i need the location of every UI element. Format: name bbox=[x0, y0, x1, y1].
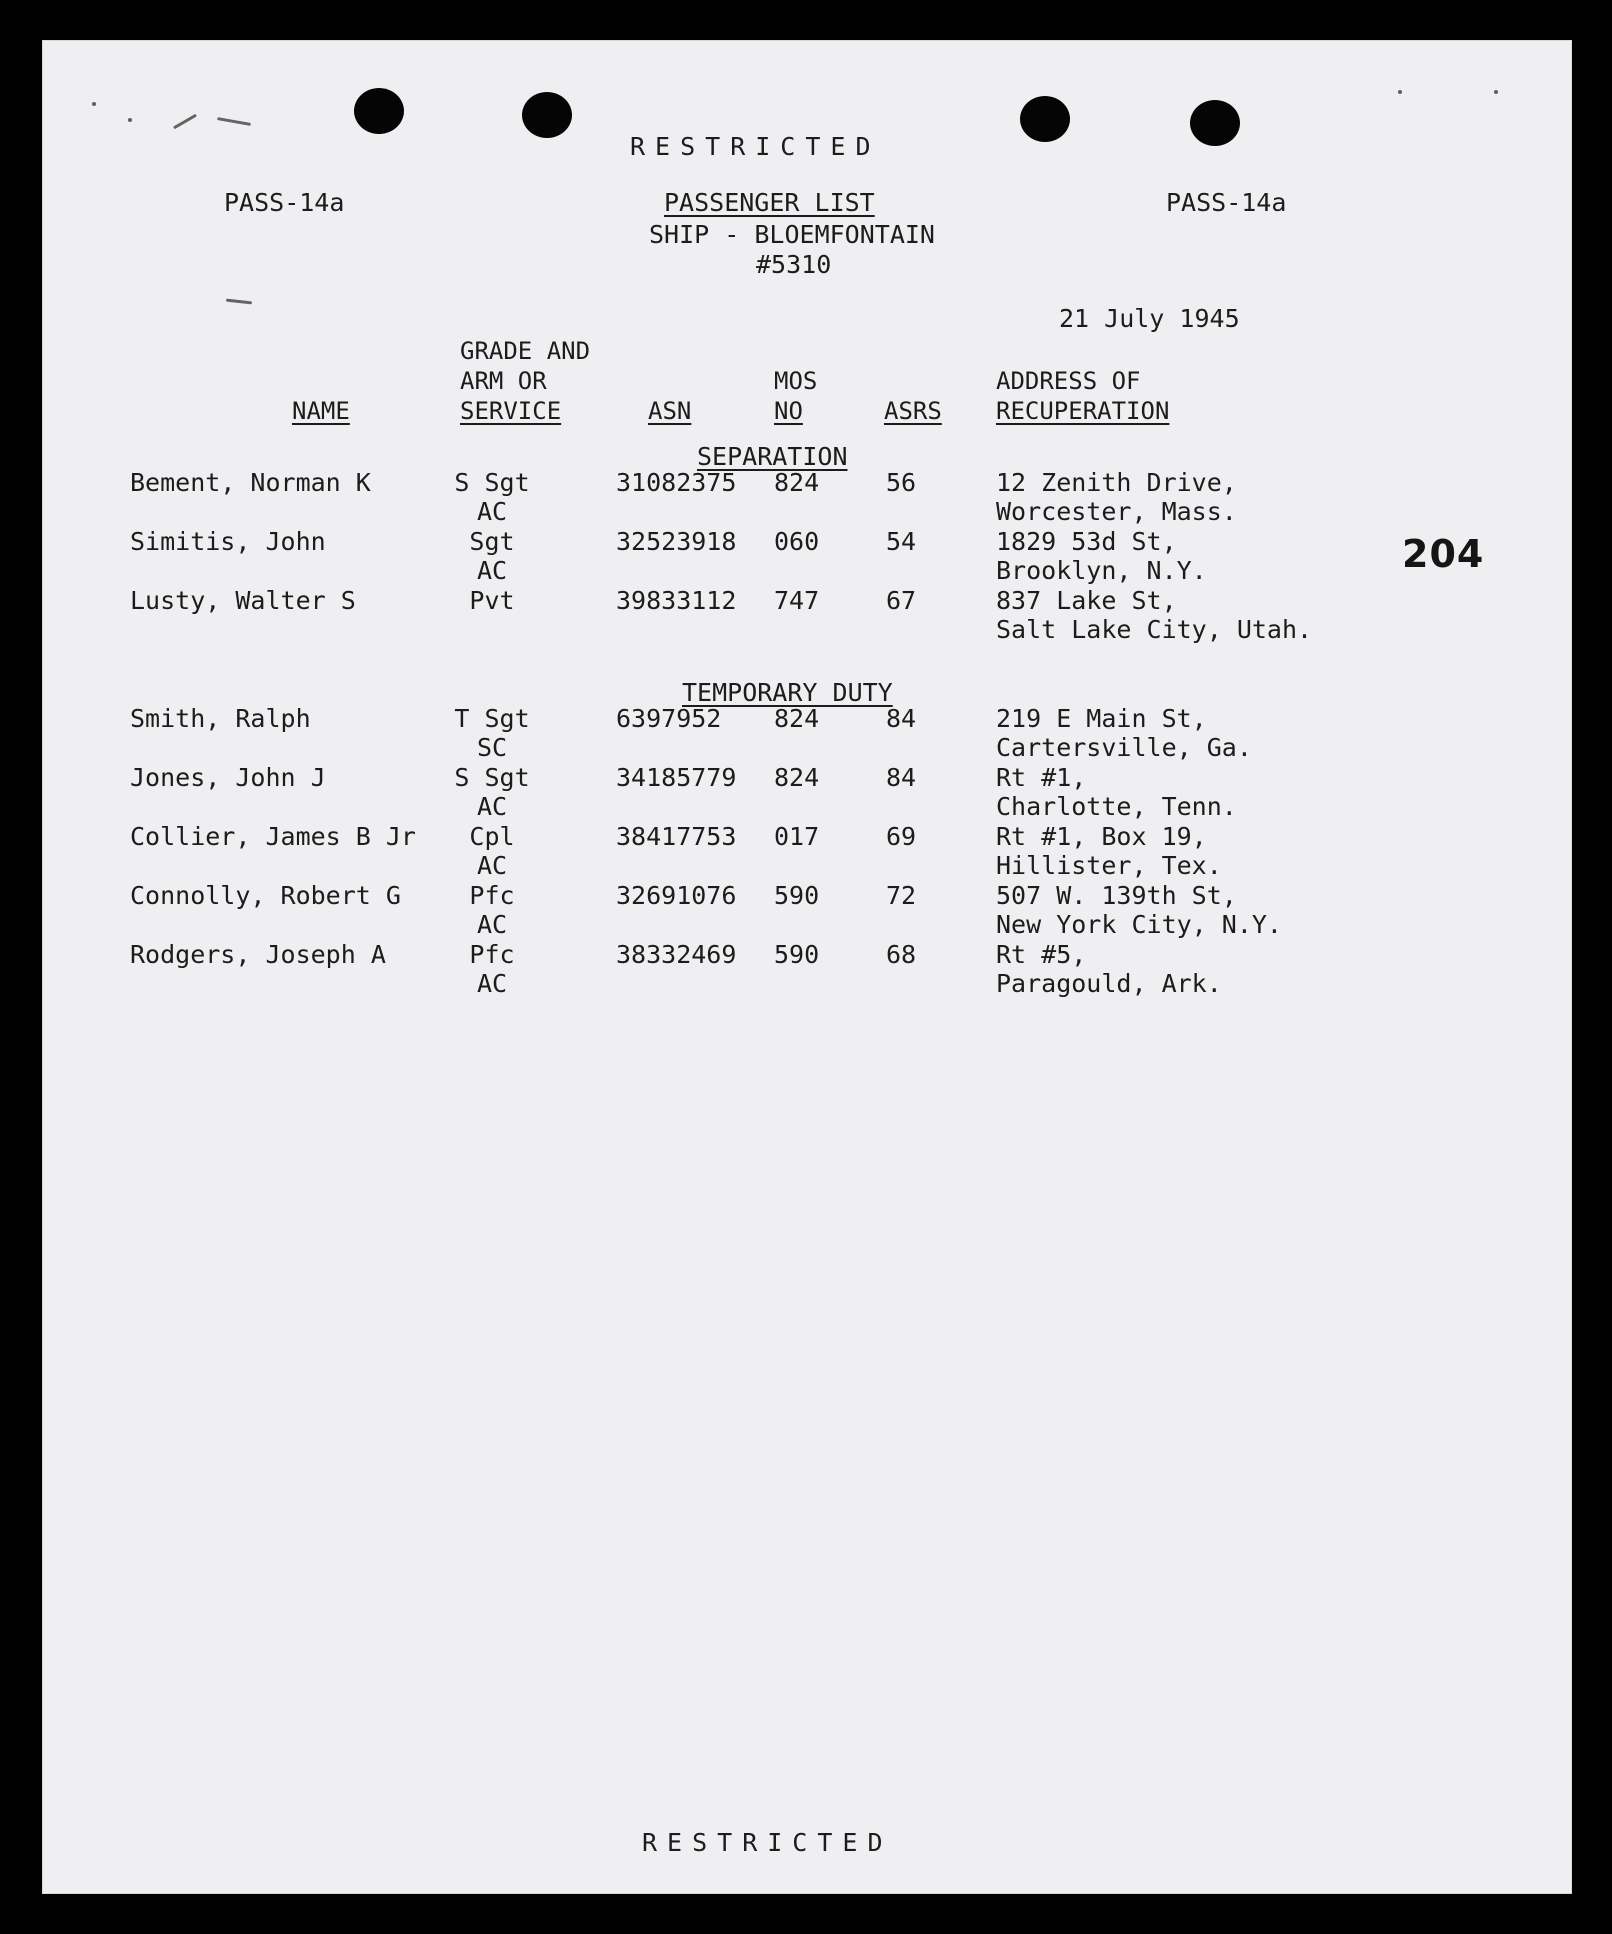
passenger-grade: S Sgt bbox=[454, 763, 530, 792]
document-date: 21 July 1945 bbox=[1059, 304, 1240, 333]
passenger-address-line2: Cartersville, Ga. bbox=[996, 733, 1252, 762]
passenger-mos: 590 bbox=[774, 881, 820, 910]
passenger-address-line2: Worcester, Mass. bbox=[996, 497, 1237, 526]
passenger-asrs: 72 bbox=[886, 881, 917, 910]
passenger-asn: 32691076 bbox=[616, 881, 737, 910]
passenger-address-line1: 837 Lake St, bbox=[996, 586, 1177, 615]
passenger-address-line1: Rt #1, Box 19, bbox=[996, 822, 1207, 851]
passenger-asn: 39833112 bbox=[616, 586, 737, 615]
stray-mark bbox=[1398, 90, 1402, 94]
passenger-asrs: 54 bbox=[886, 527, 917, 556]
passenger-mos: 747 bbox=[774, 586, 820, 615]
passenger-mos: 824 bbox=[774, 704, 820, 733]
passenger-mos: 590 bbox=[774, 940, 820, 969]
passenger-grade: Cpl bbox=[469, 822, 515, 851]
passenger-asn: 6397952 bbox=[616, 704, 722, 733]
document-title: PASSENGER LIST bbox=[664, 188, 875, 217]
page-number-stamp: 204 bbox=[1402, 532, 1485, 576]
passenger-asn: 31082375 bbox=[616, 468, 737, 497]
passenger-asrs: 67 bbox=[886, 586, 917, 615]
passenger-grade: S Sgt bbox=[454, 468, 530, 497]
passenger-arm-service: AC bbox=[476, 792, 508, 821]
passenger-asrs: 84 bbox=[886, 763, 917, 792]
column-header-address: ADDRESS OF RECUPERATION bbox=[996, 367, 1170, 425]
passenger-address-line2: Charlotte, Tenn. bbox=[996, 792, 1237, 821]
stray-mark bbox=[217, 117, 251, 126]
passenger-grade: Pfc bbox=[469, 940, 515, 969]
punch-hole bbox=[522, 92, 572, 138]
form-number-right: PASS-14a bbox=[1166, 188, 1287, 217]
passenger-mos: 824 bbox=[774, 763, 820, 792]
passenger-asn: 38332469 bbox=[616, 940, 737, 969]
column-header-asrs: ASRS bbox=[884, 397, 942, 425]
passenger-arm-service: AC bbox=[476, 497, 508, 526]
passenger-asrs: 68 bbox=[886, 940, 917, 969]
passenger-mos: 060 bbox=[774, 527, 820, 556]
passenger-address-line1: Rt #5, bbox=[996, 940, 1087, 969]
column-header-asn: ASN bbox=[648, 397, 692, 425]
passenger-name: Jones, John J bbox=[130, 763, 326, 792]
column-header-grade: GRADE AND ARM OR SERVICE bbox=[460, 337, 591, 425]
form-number-left: PASS-14a bbox=[224, 188, 345, 217]
passenger-address-line2: Salt Lake City, Utah. bbox=[996, 615, 1313, 644]
document-page bbox=[42, 40, 1572, 1894]
restricted-marking-top: RESTRICTED bbox=[630, 132, 881, 161]
passenger-grade: T Sgt bbox=[454, 704, 530, 733]
section-title: TEMPORARY DUTY bbox=[682, 678, 893, 707]
column-header-name: NAME bbox=[292, 397, 350, 425]
passenger-name: Connolly, Robert G bbox=[130, 881, 401, 910]
passenger-address-line1: 219 E Main St, bbox=[996, 704, 1207, 733]
punch-hole bbox=[1190, 100, 1240, 146]
passenger-asrs: 84 bbox=[886, 704, 917, 733]
passenger-name: Collier, James B Jr bbox=[130, 822, 416, 851]
passenger-name: Rodgers, Joseph A bbox=[130, 940, 386, 969]
punch-hole bbox=[354, 88, 404, 134]
passenger-arm-service: SC bbox=[476, 733, 508, 762]
passenger-name: Bement, Norman K bbox=[130, 468, 371, 497]
passenger-arm-service: AC bbox=[476, 851, 508, 880]
passenger-grade: Sgt bbox=[469, 527, 515, 556]
passenger-address-line2: Hillister, Tex. bbox=[996, 851, 1222, 880]
restricted-marking-bottom: RESTRICTED bbox=[642, 1828, 893, 1857]
passenger-mos: 017 bbox=[774, 822, 820, 851]
ship-name: SHIP - BLOEMFONTAIN bbox=[649, 220, 935, 249]
passenger-asrs: 69 bbox=[886, 822, 917, 851]
passenger-name: Lusty, Walter S bbox=[130, 586, 356, 615]
stray-mark bbox=[1494, 90, 1498, 94]
passenger-grade: Pvt bbox=[469, 586, 515, 615]
passenger-asrs: 56 bbox=[886, 468, 917, 497]
passenger-asn: 38417753 bbox=[616, 822, 737, 851]
passenger-arm-service: AC bbox=[476, 556, 508, 585]
passenger-address-line2: Paragould, Ark. bbox=[996, 969, 1222, 998]
passenger-arm-service: AC bbox=[476, 969, 508, 998]
stray-mark bbox=[173, 114, 197, 130]
section-title: SEPARATION bbox=[697, 442, 848, 471]
passenger-mos: 824 bbox=[774, 468, 820, 497]
stray-mark bbox=[128, 118, 132, 122]
passenger-grade: Pfc bbox=[469, 881, 515, 910]
passenger-address-line1: 507 W. 139th St, bbox=[996, 881, 1237, 910]
passenger-address-line2: New York City, N.Y. bbox=[996, 910, 1282, 939]
passenger-address-line1: Rt #1, bbox=[996, 763, 1087, 792]
stray-mark bbox=[92, 102, 96, 106]
stray-mark bbox=[226, 299, 252, 305]
passenger-name: Simitis, John bbox=[130, 527, 326, 556]
passenger-asn: 34185779 bbox=[616, 763, 737, 792]
column-header-mos: MOS NO bbox=[774, 367, 818, 425]
punch-hole bbox=[1020, 96, 1070, 142]
passenger-address-line2: Brooklyn, N.Y. bbox=[996, 556, 1207, 585]
passenger-address-line1: 1829 53d St, bbox=[996, 527, 1177, 556]
passenger-asn: 32523918 bbox=[616, 527, 737, 556]
passenger-arm-service: AC bbox=[476, 910, 508, 939]
passenger-name: Smith, Ralph bbox=[130, 704, 311, 733]
passenger-address-line1: 12 Zenith Drive, bbox=[996, 468, 1237, 497]
ship-number: #5310 bbox=[756, 250, 832, 279]
